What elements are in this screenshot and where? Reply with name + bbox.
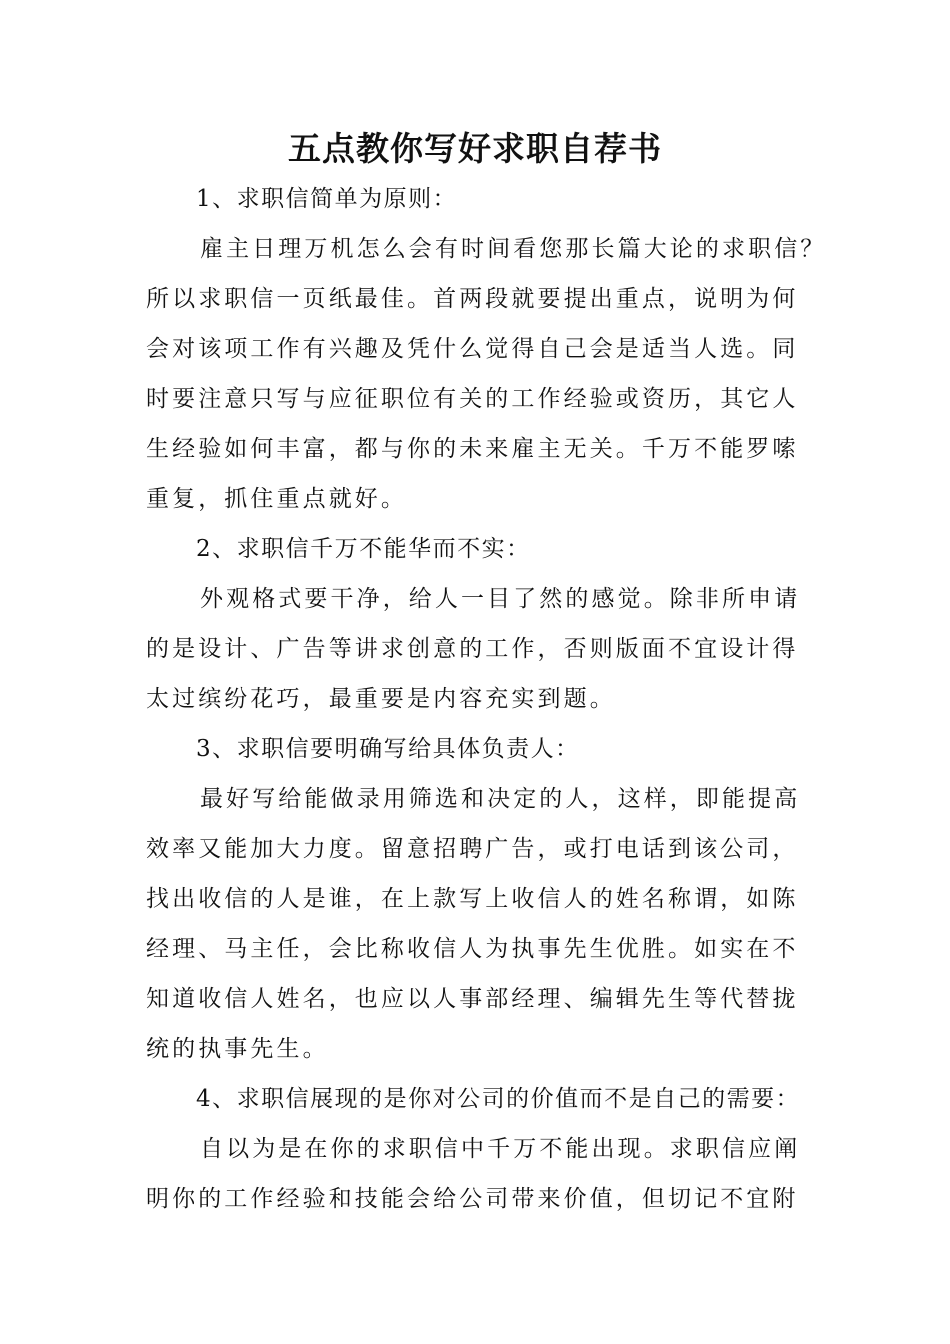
paragraph-line: 雇主日理万机怎么会有时间看您那长篇大论的求职信？	[200, 236, 827, 262]
paragraph-line: 统的执事先生。	[146, 1036, 329, 1062]
paragraph-line: 找出收信的人是谁，在上款写上收信人的姓名称谓，如陈	[146, 886, 799, 912]
paragraph-line: 经理、马主任，会比称收信人为执事先生优胜。如实在不	[146, 936, 799, 962]
paragraph-line: 时要注意只写与应征职位有关的工作经验或资历，其它人	[146, 386, 799, 412]
section-heading-1: 1、求职信简单为原则：	[196, 186, 458, 212]
paragraph-line: 自以为是在你的求职信中千万不能出现。求职信应阐	[200, 1136, 801, 1162]
paragraph-line: 生经验如何丰富，都与你的未来雇主无关。千万不能罗嗦	[146, 436, 799, 462]
paragraph-line: 太过缤纷花巧，最重要是内容充实到题。	[146, 686, 616, 712]
paragraph-line: 最好写给能做录用筛选和决定的人，这样，即能提高	[200, 786, 801, 812]
document-title: 五点教你写好求职自荐书	[288, 129, 662, 168]
paragraph-line: 的是设计、广告等讲求创意的工作，否则版面不宜设计得	[146, 636, 799, 662]
section-heading-3: 3、求职信要明确写给具体负责人：	[196, 736, 580, 762]
section-heading-2: 2、求职信千万不能华而不实：	[196, 536, 531, 562]
paragraph-line: 明你的工作经验和技能会给公司带来价值，但切记不宜附	[146, 1186, 799, 1212]
paragraph-line: 会对该项工作有兴趣及凭什么觉得自己会是适当人选。同	[146, 336, 799, 362]
paragraph-line: 效率又能加大力度。留意招聘广告，或打电话到该公司，	[146, 836, 799, 862]
paragraph-line: 外观格式要干净，给人一目了然的感觉。除非所申请	[200, 586, 801, 612]
section-heading-4: 4、求职信展现的是你对公司的价值而不是自己的需要：	[196, 1086, 801, 1112]
paragraph-line: 所以求职信一页纸最佳。首两段就要提出重点，说明为何	[146, 286, 799, 312]
paragraph-line: 知道收信人姓名，也应以人事部经理、编辑先生等代替拢	[146, 986, 799, 1012]
paragraph-line: 重复，抓住重点就好。	[146, 486, 407, 512]
